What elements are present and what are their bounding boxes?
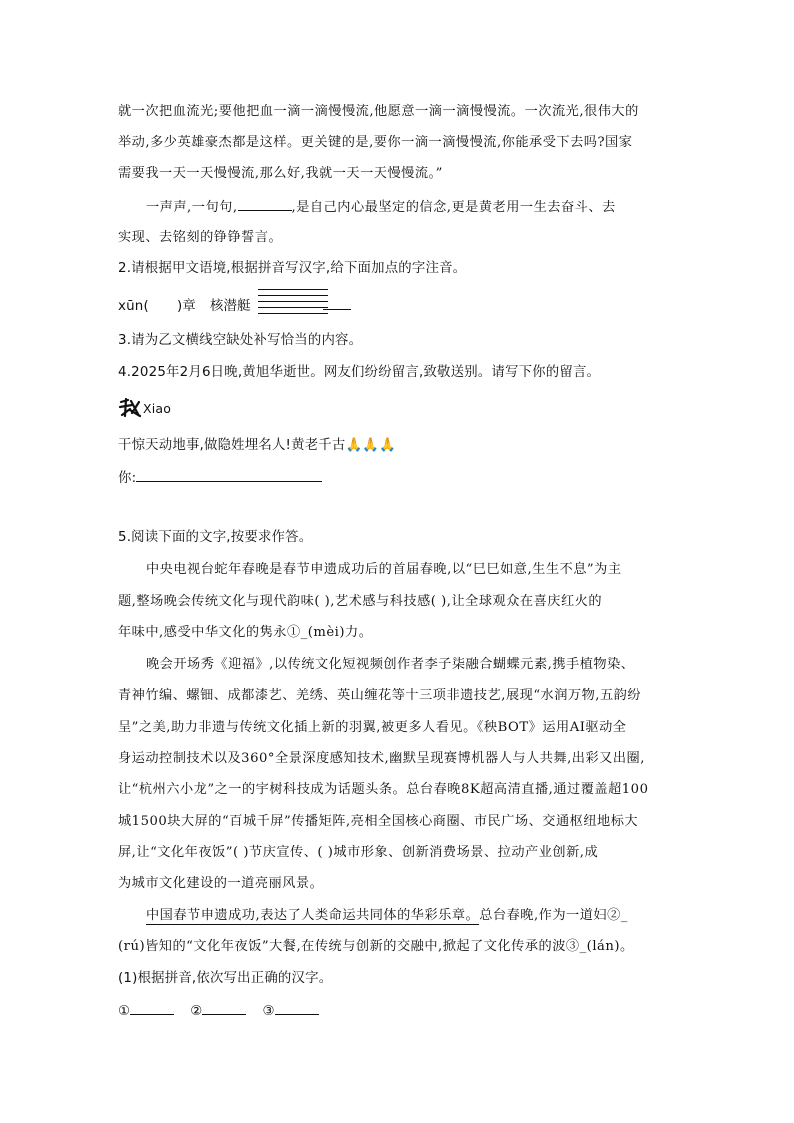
answer-2-blank[interactable] (202, 1000, 246, 1015)
q5-para2-line6: 城1500块大屏的“百城千屏”传播矩阵,亮相全国核心商圈、市民广场、交通枢纽地标大 (118, 814, 639, 829)
commenter-name: Xiao (143, 401, 172, 416)
zhang-char: )章 (176, 299, 196, 314)
question-5: 5.阅读下面的文字,按要求作答。 (118, 530, 313, 545)
comment-text: 干惊天动地事,做隐姓埋名人!黄老千古🙏🙏🙏 (118, 438, 397, 453)
q5-para3-line1-rest: 总台春晚,作为一道妇②_ (479, 908, 628, 923)
q5-para2-line3: 呈”之美,助力非遗与传统文化插上新的羽翼,被更多人看见。《秧BOT》运用AI驱动全 (118, 720, 627, 735)
answer-1-blank[interactable] (130, 1000, 174, 1015)
passage-line-4 (146, 196, 616, 218)
q5-para2-line1: 晚会开场秀《迎福》,以传统文化短视频创作者李子柒融合蝴蝶元素,携手植物染、 (146, 657, 635, 672)
q5-para1-line2: 题,整场晚会传统文化与现代韵味( ),艺术感与科技感( ),让全球观众在喜庆红火的 (118, 594, 603, 609)
q5-para1-line1: 中央电视台蛇年春晚是春节申遗成功后的首届春晚,以“巳巳如意,生生不息”为主 (146, 562, 622, 577)
answer-row (118, 1000, 319, 1022)
q5-para2-line8: 为城市文化建设的一道亮丽风景。 (118, 876, 324, 891)
passage-line-4-end: ,是自己内心最坚定的信念,更是黄老用一生去奋斗、去 (291, 200, 616, 215)
passage-line-5: 实现、去铭刻的铮铮誓言。 (118, 230, 283, 245)
underlined-sentence: 中国春节申遗成功,表达了人类命运共同体的华彩乐章。 (146, 908, 480, 923)
your-message-row (118, 467, 322, 489)
q5-para2-line7: 屏,让“文化年夜饭”( )节庆宣传、( )城市形象、创新消费场景、拉动产业创新,成 (118, 845, 599, 860)
question-3: 3.请为乙文横线空缺处补写恰当的内容。 (118, 333, 363, 348)
message-blank[interactable] (136, 467, 322, 482)
subquestion-1: (1)根据拼音,依次写出正确的汉字。 (118, 971, 333, 986)
q5-para2-line4: 身运动控制技术以及360°全景深度感知技术,幽默呈现赛博机器人与人共舞,出彩又出圈, (118, 751, 645, 766)
dotted-lines (258, 289, 328, 319)
fill-blank[interactable] (238, 196, 292, 211)
question-4: 4.2025年2月6日晚,黄旭华逝世。网友们纷纷留言,致敬送别。请写下你的留言。 (118, 365, 601, 380)
question-2: 2.请根据甲文语境,根据拼音写汉字,给下面加点的字注音。 (118, 261, 467, 276)
you-label: 你: (118, 471, 137, 486)
answer-3-label: ③ (262, 1004, 275, 1019)
passage-line-1: 就一次把血流光;要他把血一滴一滴慢慢流,他愿意一滴一滴慢慢流。一次流光,很伟大的 (118, 104, 639, 119)
calligraphy-avatar-icon (118, 398, 142, 418)
q5-para2-line5: 让“杭州六小龙”之一的宇树科技成为话题头条。总台春晚8K超高清直播,通过覆盖超100 (118, 782, 649, 797)
q5-para3-line2: (rú)皆知的“文化年夜饭”大餐,在传统与创新的交融中,掀起了文化传承的波③_(lán)。 (118, 939, 634, 954)
answer-3-blank[interactable] (275, 1000, 319, 1015)
answer-1-label: ① (118, 1004, 131, 1019)
passage-line-3: 需要我一天一天慢慢流,那么好,我就一天一天慢慢流。” (118, 166, 443, 181)
q5-para3-line1 (146, 906, 628, 926)
passage-line-4-start: 一声声,一句句, (146, 200, 238, 215)
q5-para1-line3: 年味中,感受中华文化的隽永①_(mèi)力。 (118, 625, 373, 640)
submarine-word: 核潜艇 (209, 299, 251, 314)
passage-line-2: 举动,多少英雄豪杰都是这样。更关键的是,要你一滴一滴慢慢流,你能承受下去吗?国家 (118, 135, 633, 150)
answer-2-label: ② (190, 1004, 203, 1019)
q5-para2-line2: 青神竹编、螺钿、成都漆艺、羌绣、英山缠花等十三项非遗技艺,展现“水润万物,五韵纷 (118, 688, 642, 703)
pinyin-xun: xūn( (118, 299, 149, 314)
